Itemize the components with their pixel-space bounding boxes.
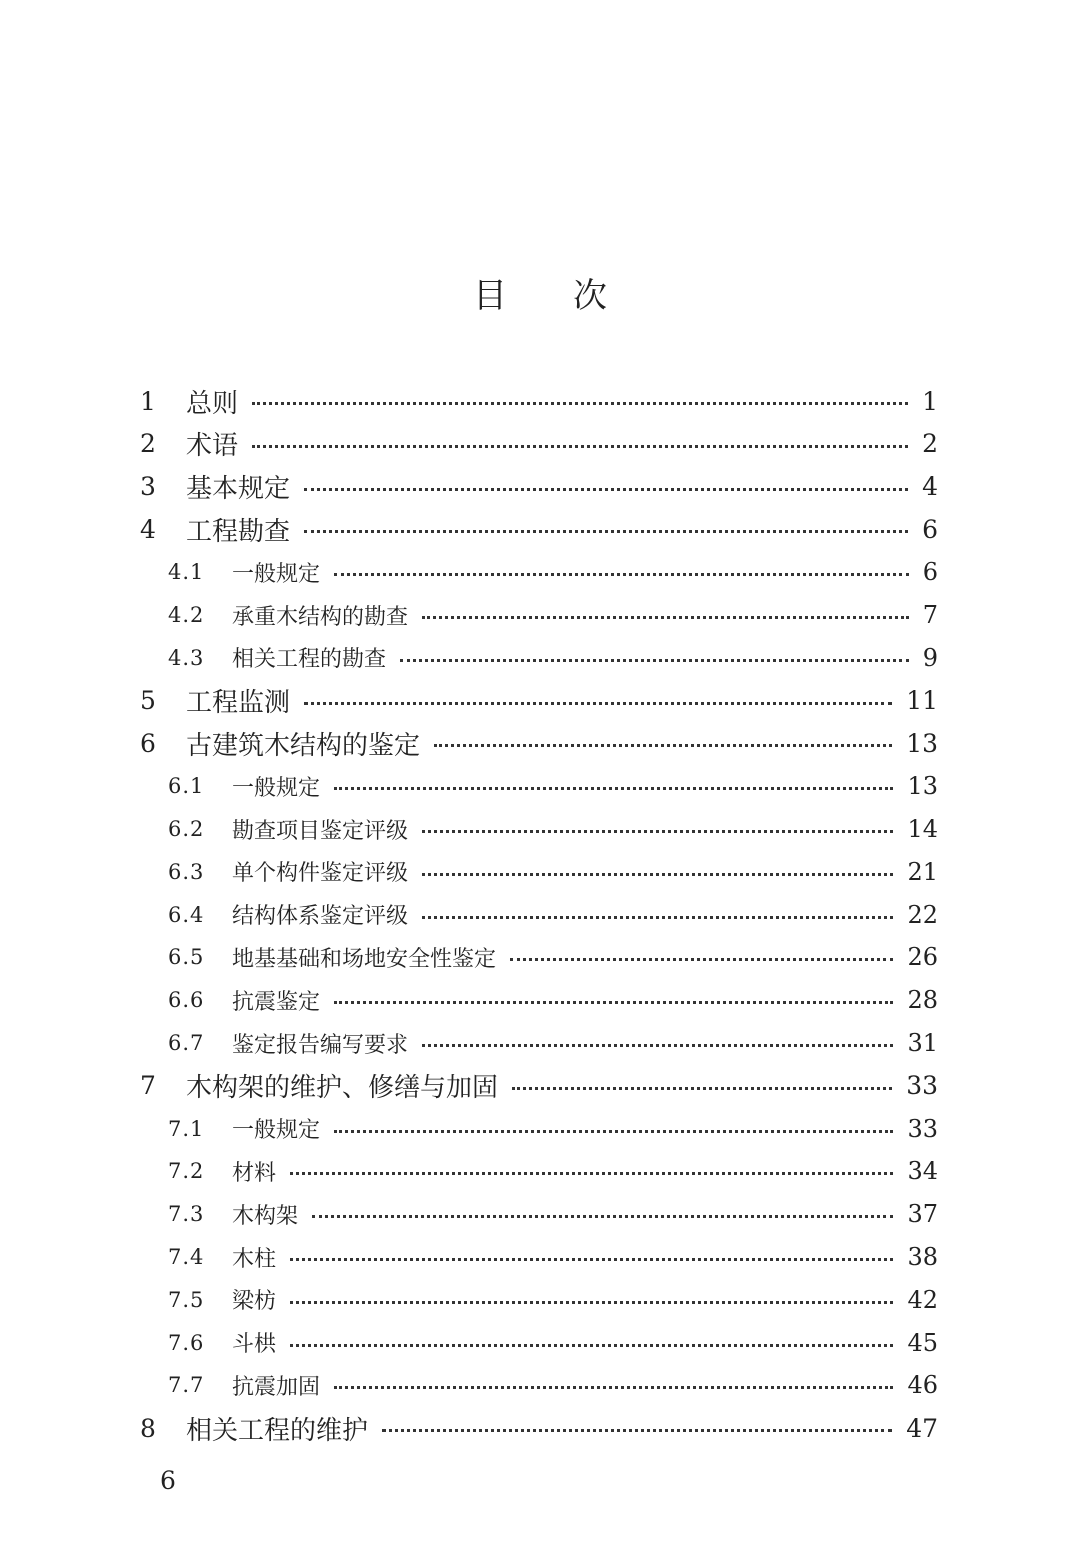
toc-entry-number: 7 <box>140 1071 156 1101</box>
toc-entry[interactable] <box>0 1108 1080 1150</box>
toc-entry[interactable] <box>0 1150 1080 1192</box>
toc-entry-title: 一般规定 <box>232 775 321 801</box>
toc-dot-leader <box>252 402 908 405</box>
toc-entry-title: 勘查项目鉴定评级 <box>232 818 409 844</box>
toc-entry-number: 7.2 <box>168 1159 205 1184</box>
toc-entry-title: 一般规定 <box>232 561 321 587</box>
toc-entry-page: 22 <box>907 900 938 929</box>
toc-entry-title: 木构架 <box>232 1203 299 1229</box>
toc-dot-leader <box>290 1301 893 1304</box>
title-char-1: 目 <box>473 276 507 316</box>
toc-entry-page: 11 <box>906 686 938 716</box>
toc-entry-page: 6 <box>922 514 938 544</box>
toc-entry-title: 抗震加固 <box>232 1374 321 1400</box>
toc-entry[interactable] <box>0 594 1080 636</box>
toc-entry-title: 相关工程的勘查 <box>232 647 387 673</box>
toc-entry[interactable] <box>0 380 1080 422</box>
toc-entry-title: 材料 <box>232 1160 277 1186</box>
toc-entry-page: 33 <box>907 1114 938 1143</box>
toc-dot-leader <box>422 1044 893 1047</box>
toc-entry-page: 6 <box>922 558 938 587</box>
toc-dot-leader <box>304 488 908 491</box>
toc-entry[interactable] <box>0 1065 1080 1107</box>
toc-entry-number: 5 <box>140 686 156 716</box>
toc-entry[interactable] <box>0 765 1080 807</box>
toc-entry[interactable] <box>0 1193 1080 1235</box>
toc-entry-number: 7.1 <box>168 1116 205 1141</box>
toc-entry-number: 1 <box>140 386 156 416</box>
toc-entry-number: 7.4 <box>168 1245 205 1269</box>
toc-entry-number: 8 <box>140 1413 156 1443</box>
toc-entry-title: 单个构件鉴定评级 <box>232 861 409 887</box>
toc-entry-number: 4 <box>140 514 156 544</box>
toc-entry-number: 6.4 <box>168 902 205 927</box>
toc-dot-leader <box>334 1001 893 1004</box>
toc-entry-page: 13 <box>907 772 938 801</box>
toc-dot-leader <box>290 1172 893 1175</box>
toc-entry-number: 6 <box>140 728 156 758</box>
toc-entry-page: 31 <box>907 1029 938 1057</box>
toc-entry-title: 相关工程的维护 <box>186 1415 369 1446</box>
toc-dot-leader <box>290 1258 893 1261</box>
toc-entry[interactable] <box>0 1279 1080 1321</box>
toc-entry-page: 42 <box>907 1285 938 1314</box>
toc-entry[interactable] <box>0 808 1080 850</box>
toc-entry[interactable] <box>0 936 1080 978</box>
toc-entry[interactable] <box>0 1407 1080 1449</box>
toc-entry[interactable] <box>0 508 1080 550</box>
toc-entry-title: 古建筑木结构的鉴定 <box>186 730 421 761</box>
toc-dot-leader <box>400 659 909 662</box>
toc-entry-page: 7 <box>922 601 938 629</box>
toc-entry-number: 6.5 <box>168 945 205 970</box>
toc-entry[interactable] <box>0 423 1080 465</box>
toc-dot-leader <box>334 1130 893 1133</box>
toc-entry-page: 28 <box>907 986 938 1015</box>
toc-entry-number: 6.2 <box>168 817 205 841</box>
toc-entry[interactable] <box>0 637 1080 679</box>
toc-entry[interactable] <box>0 1322 1080 1364</box>
toc-entry-title: 梁枋 <box>232 1289 277 1315</box>
toc-entry-page: 33 <box>906 1071 938 1101</box>
toc-dot-leader <box>312 1215 893 1218</box>
toc-entry-title: 木构架的维护、修缮与加固 <box>186 1073 499 1104</box>
toc-entry-page: 34 <box>907 1157 938 1186</box>
toc-entry-number: 7.6 <box>168 1330 205 1355</box>
toc-entry-page: 4 <box>922 472 938 502</box>
toc-entry-title: 地基基础和场地安全性鉴定 <box>232 946 497 972</box>
toc-entry-number: 6.3 <box>168 859 205 884</box>
footer-page-number: 6 <box>160 1466 176 1495</box>
toc-entry[interactable] <box>0 1236 1080 1278</box>
toc-entry-page: 13 <box>906 728 938 758</box>
toc-entry[interactable] <box>0 979 1080 1021</box>
toc-dot-leader <box>290 1344 893 1347</box>
toc-entry-number: 3 <box>140 472 156 502</box>
toc-entry-number: 7.7 <box>168 1373 205 1398</box>
toc-dot-leader <box>422 873 893 876</box>
toc-entry-number: 4.2 <box>168 603 205 627</box>
toc-entry-title: 基本规定 <box>186 474 291 505</box>
toc-dot-leader <box>334 787 893 790</box>
toc-entry-title: 承重木结构的勘查 <box>232 604 409 630</box>
toc-entry-title: 斗栱 <box>232 1332 277 1358</box>
title-char-2: 次 <box>573 276 607 316</box>
toc-entry[interactable] <box>0 466 1080 508</box>
toc-entry-page: 14 <box>907 815 938 843</box>
toc-dot-leader <box>334 573 909 576</box>
toc-dot-leader <box>422 916 893 919</box>
toc-dot-leader <box>382 1429 892 1432</box>
toc-entry-title: 总则 <box>186 388 239 419</box>
toc-dot-leader <box>304 702 892 705</box>
toc-entry-page: 1 <box>922 386 938 416</box>
toc-dot-leader <box>334 1386 893 1389</box>
toc-entry[interactable] <box>0 680 1080 722</box>
toc-entry-title: 工程监测 <box>186 688 291 719</box>
toc-entry-title: 结构体系鉴定评级 <box>232 904 409 930</box>
toc-entry-page: 46 <box>907 1371 938 1400</box>
toc-dot-leader <box>304 530 908 533</box>
toc-entry-page: 45 <box>907 1328 938 1357</box>
toc-entry[interactable] <box>0 1364 1080 1406</box>
toc-dot-leader <box>512 1087 892 1090</box>
toc-entry-page: 38 <box>907 1243 938 1271</box>
toc-entry-number: 6.1 <box>168 774 205 799</box>
page-title <box>0 268 1080 317</box>
toc-entry-title: 一般规定 <box>232 1118 321 1144</box>
toc-entry-page: 37 <box>907 1200 938 1229</box>
toc-entry-number: 6.6 <box>168 988 205 1013</box>
toc-entry-title: 抗震鉴定 <box>232 989 321 1015</box>
toc-entry[interactable] <box>0 551 1080 593</box>
toc-entry-title: 鉴定报告编写要求 <box>232 1032 409 1058</box>
toc-entry-number: 4.3 <box>168 645 205 670</box>
toc-dot-leader <box>434 744 892 747</box>
toc-entry-number: 6.7 <box>168 1031 205 1055</box>
toc-entry[interactable] <box>0 1022 1080 1064</box>
toc-entry-page: 47 <box>906 1413 938 1443</box>
toc-entry-title: 工程勘查 <box>186 516 291 547</box>
toc-entry-page: 26 <box>907 943 938 972</box>
toc-entry-page: 2 <box>922 429 938 459</box>
toc-entry[interactable] <box>0 851 1080 893</box>
toc-entry-title: 木柱 <box>232 1246 277 1272</box>
toc-entry-page: 21 <box>907 857 938 886</box>
toc-dot-leader <box>252 445 908 448</box>
toc-entry-number: 7.5 <box>168 1287 205 1312</box>
toc-dot-leader <box>422 616 909 619</box>
toc-entry[interactable] <box>0 894 1080 936</box>
toc-dot-leader <box>422 830 893 833</box>
toc-entry-page: 9 <box>922 643 938 672</box>
toc-entry-number: 2 <box>140 429 156 459</box>
toc-dot-leader <box>510 958 893 961</box>
toc-entry-number: 4.1 <box>168 560 205 585</box>
toc-entry-title: 术语 <box>186 431 239 462</box>
toc-entry-number: 7.3 <box>168 1202 205 1227</box>
toc-entry[interactable] <box>0 722 1080 764</box>
